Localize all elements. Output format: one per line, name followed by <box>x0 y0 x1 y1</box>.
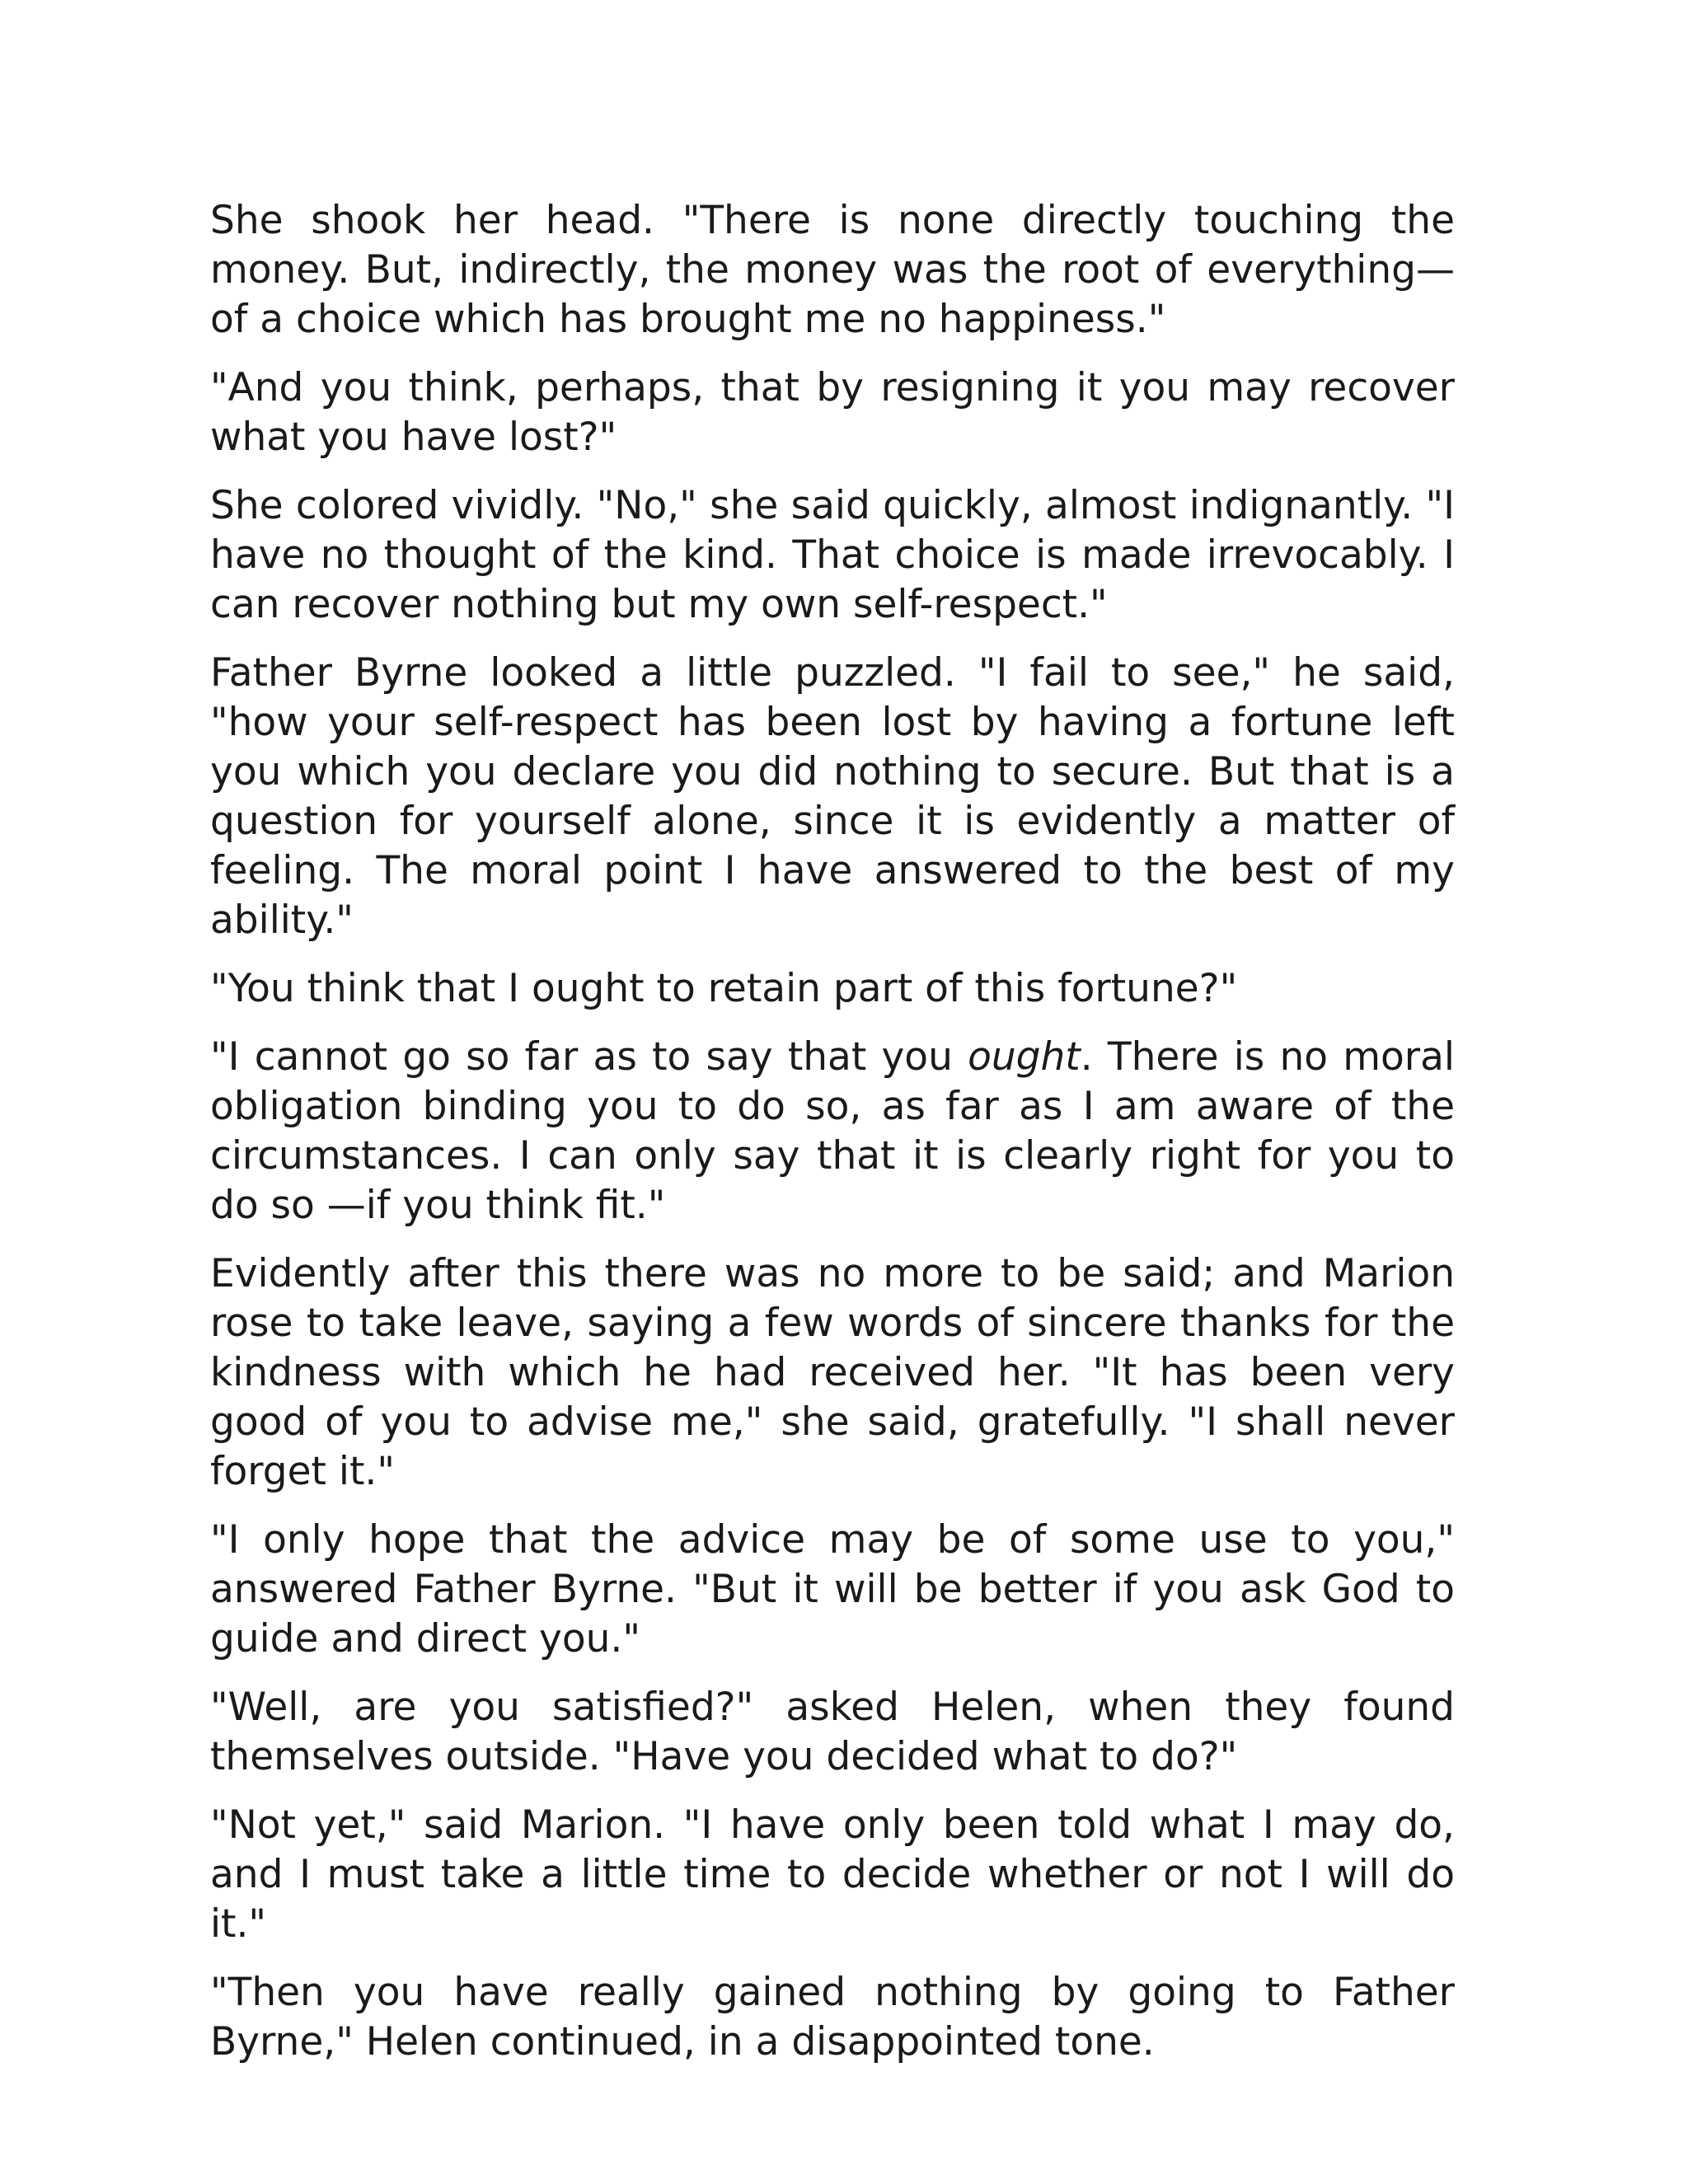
paragraph: She shook her head. "There is none directly touching the money. But, indirectly, the money was the root of everything—of a choice which has brought me no happiness." <box>210 198 1455 342</box>
paragraph-text: "I cannot go so far as to say that you <box>210 1034 968 1080</box>
paragraph: Evidently after this there was no more to be said; and Marion rose to take leave, saying a few words of sincere thanks for the kindness with which he had received her. "It has been very good of you to advise me," she said, gratefully. "I shall never forget it." <box>210 1251 1455 1494</box>
paragraph: "Not yet," said Marion. "I have only been told what I may do, and I must take a little time to decide whether or not I will do it." <box>210 1802 1455 1947</box>
page-body <box>210 196 1455 2086</box>
paragraph: "Then you have really gained nothing by going to Father Byrne," Helen continued, in a disappointed tone. <box>210 1970 1455 2064</box>
paragraph: "You think that I ought to retain part of this fortune?" <box>210 966 1238 1011</box>
paragraph: Father Byrne looked a little puzzled. "I fail to see," he said, "how your self-respect has been lost by having a fortune left you which you declare you did nothing to secure. But that is a question for yourself alone, since it is evidently a matter of feeling. The moral point I have answered to the best of my ability." <box>210 650 1455 943</box>
paragraph: "I only hope that the advice may be of some use to you," answered Father Byrne. "But it will be better if you ask God to guide and direct you." <box>210 1517 1455 1661</box>
paragraph <box>210 1033 1455 1230</box>
emphasis-text: ought <box>968 1034 1081 1080</box>
paragraph: "And you think, perhaps, that by resigning it you may recover what you have lost?" <box>210 365 1455 460</box>
paragraph: "Well, are you satisfied?" asked Helen, when they found themselves outside. "Have you decided what to do?" <box>210 1685 1455 1779</box>
paragraph: She colored vividly. "No," she said quickly, almost indignantly. "I have no thought of the kind. That choice is made irrevocably. I can recover nothing but my own self-respect." <box>210 483 1455 627</box>
paragraph-text: . There is no moral obligation binding you to do so, as far as I am aware of the circumstances. I can only say that it is clearly right for you to do so —if you think fit." <box>210 1034 1455 1228</box>
